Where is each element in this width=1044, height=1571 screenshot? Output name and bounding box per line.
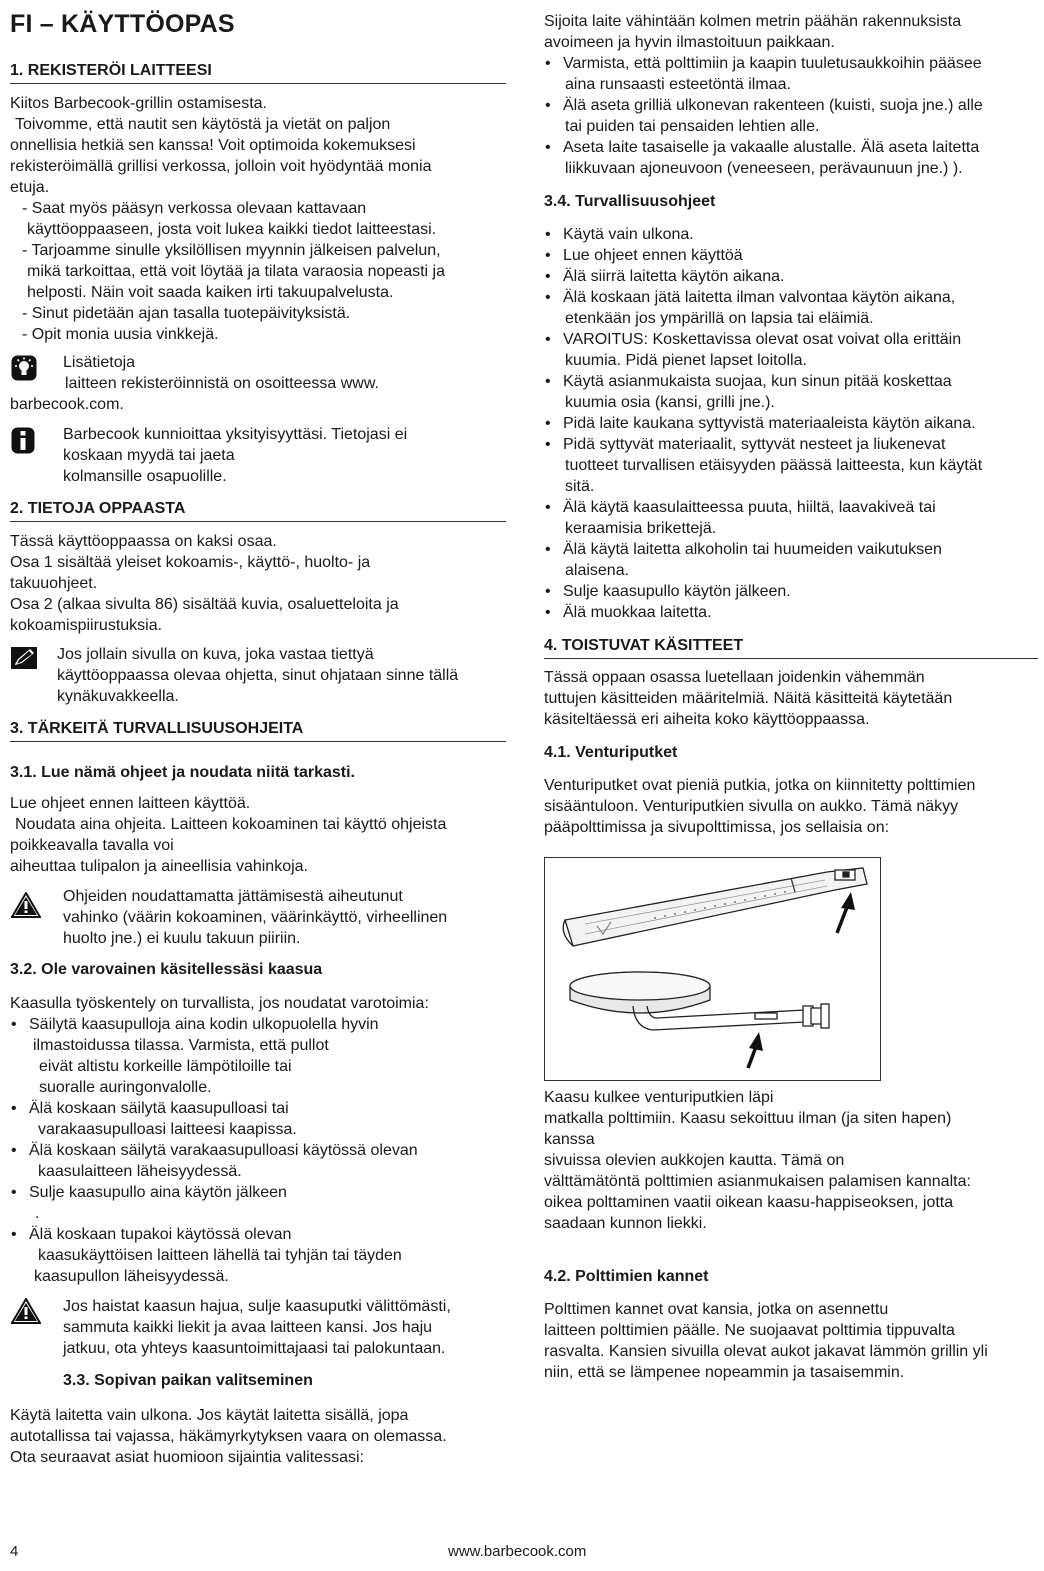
list-item-line: sitä. [565, 478, 595, 495]
section-2-body [10, 531, 506, 636]
section-3-1-heading: 3.1. Lue nämä ohjeet ja noudata niitä tarkasti. [10, 764, 355, 781]
list-item-line: • Älä aseta grilliä ulkonevan rakenteen (kuisti, suoja jne.) alle [563, 97, 983, 114]
list-item [544, 224, 1038, 245]
list-item [544, 245, 1038, 266]
list-item [10, 1182, 506, 1224]
list-item-line: • Käytä asianmukaista suojaa, kun sinun pitää koskettaa [563, 373, 952, 390]
section-3-2-intro: Kaasulla työskentely on turvallista, jos noudatat varotoimia: [10, 995, 429, 1012]
section-4-intro [544, 667, 1038, 730]
warning-line: Jos haistat kaasun hajua, sulje kaasuputki välittömästi, [63, 1298, 451, 1315]
text-line: Kiitos Barbecook-grillin ostamisesta. [10, 95, 267, 112]
text-line: välttämätöntä polttimien asianmukaisen palamisen kannalta: [544, 1173, 971, 1190]
section-2-heading: 2. TIETOJA OPPAASTA [10, 500, 506, 522]
list-item [544, 434, 1038, 497]
warranty-warning-note [10, 886, 506, 949]
text-line: aiheuttaa tulipalon ja aineellisia vahinkoja. [10, 858, 308, 875]
list-item-line: kaasukäyttöisen laitteen lähellä tai tyhjän tai täyden [38, 1247, 402, 1264]
list-item-line: • Älä siirrä laitetta käytön aikana. [563, 268, 785, 285]
section-3-2-heading: 3.2. Ole varovainen käsitellessäsi kaasua [10, 961, 323, 978]
text-line: kokoamispiirustuksia. [10, 617, 163, 634]
safety-instructions-list [544, 224, 1038, 623]
section-3-4-heading: 3.4. Turvallisuusohjeet [544, 193, 716, 210]
text-line: oikea polttaminen vaatii oikean kaasu-happiseoksen, jotta [544, 1194, 954, 1211]
section-4-1-after-figure [544, 1087, 1038, 1234]
list-item [544, 413, 1038, 434]
lightbulb-icon [11, 355, 37, 381]
tip-line: barbecook.com. [10, 396, 124, 413]
gas-safety-list [10, 1014, 506, 1287]
list-item [10, 1140, 506, 1182]
page-title: FI – KÄYTTÖOPAS [10, 10, 235, 38]
list-item [544, 266, 1038, 287]
section-4-1-body [544, 775, 1038, 838]
pencil-note [10, 644, 506, 707]
list-item-line: • Älä koskaan jätä laitetta ilman valvontaa käytön aikana, [563, 289, 956, 306]
list-item-line: kaasulaitteen läheisyydessä. [38, 1163, 242, 1180]
list-item [10, 1014, 506, 1098]
list-item [544, 539, 1038, 581]
list-item-line: • Pidä syttyvät materiaalit, syttyvät nesteet ja liukenevat [563, 436, 946, 453]
list-item-line: • Käytä vain ulkona. [563, 226, 694, 243]
list-item-line: • Älä muokkaa laitetta. [563, 604, 712, 621]
list-item [544, 137, 1038, 179]
text-line: pääpolttimissa ja sivupolttimissa, jos sellaisia on: [544, 819, 890, 836]
text-line: Osa 2 (alkaa sivulta 86) sisältää kuvia, osaluetteloita ja [10, 596, 399, 613]
benefit-line: - Tarjoamme sinulle yksilöllisen myynnin jälkeisen palvelun, [22, 242, 441, 259]
section-3-heading: 3. TÄRKEITÄ TURVALLISUUSOHJEITA [10, 720, 506, 742]
privacy-note [10, 424, 506, 487]
list-item [10, 1224, 506, 1287]
benefit-line: - Sinut pidetään ajan tasalla tuotepäivityksistä. [22, 305, 351, 322]
pencil-note-line: kynäkuvakkeella. [57, 688, 179, 705]
text-line: rasvalta. Kansien sivuilla olevat aukot jakavat lämmön grillin yli [544, 1343, 988, 1360]
arrow-icon [837, 892, 855, 933]
warning-line: Ohjeiden noudattamatta jättämisestä aiheutunut [63, 888, 403, 905]
list-item-line: • Älä käytä kaasulaitteessa puuta, hiiltä, laavakiveä tai [563, 499, 936, 516]
tip-line: laitteen rekisteröinnistä on osoitteessa www. [65, 375, 379, 392]
list-item-line: • VAROITUS: Koskettavissa olevat osat voivat olla erittäin [563, 331, 962, 348]
text-line: Osa 1 sisältää yleiset kokoamis-, käyttö-, huolto- ja [10, 554, 371, 571]
page-number: 4 [10, 1543, 19, 1560]
list-item [544, 581, 1038, 602]
tip-line: Lisätietoja [63, 354, 136, 371]
text-line: takuuohjeet. [10, 575, 98, 592]
list-item-line: • Säilytä kaasupulloja aina kodin ulkopuolella hyvin [29, 1016, 379, 1033]
venturi-tube-figure [544, 857, 881, 1081]
text-line: kanssa [544, 1131, 595, 1148]
list-item [544, 497, 1038, 539]
text-line: Polttimen kannet ovat kansia, jotka on asennettu [544, 1301, 889, 1318]
gas-smell-warning-note [10, 1296, 506, 1359]
text-line: onnellisia hetkiä sen kanssa! Voit optimoida kokemuksesi [10, 137, 416, 154]
text-line: Ota seuraavat asiat huomioon sijaintia valitessasi: [10, 1449, 364, 1466]
list-item-line: alaisena. [565, 562, 630, 579]
list-item [544, 329, 1038, 371]
benefit-line: helposti. Näin voit saada kaiken irti takuupalvelusta. [27, 284, 394, 301]
text-line: autotallissa tai vajassa, häkämyrkytyksen vaara on olemassa. [10, 1428, 447, 1445]
text-line: saadaan kunnon liekki. [544, 1215, 707, 1232]
list-item-line: aina runsaasti esteetöntä ilmaa. [565, 76, 791, 93]
list-item [544, 371, 1038, 413]
benefit-line: käyttöoppaaseen, josta voit lukea kaikki tiedot laitteestasi. [27, 221, 437, 238]
text-line: avoimeen ja hyvin ilmastoituun paikkaan. [544, 34, 835, 51]
section-3-3-heading: 3.3. Sopivan paikan valitseminen [63, 1372, 313, 1389]
warning-icon [11, 1298, 41, 1324]
list-item-line: • Sulje kaasupullo aina käytön jälkeen [29, 1184, 287, 1201]
text-line: tuttujen käsitteiden määritelmiä. Näitä käsitteitä käytetään [544, 690, 953, 707]
list-item-line: • Aseta laite tasaiselle ja vakaalle alustalle. Älä aseta laitetta [563, 139, 980, 156]
list-item-line: • Älä koskaan säilytä kaasupulloasi tai [29, 1100, 289, 1117]
list-item-line: ilmastoidussa tilassa. Varmista, että pullot [33, 1037, 329, 1054]
info-icon [11, 427, 35, 454]
benefit-line: mikä tarkoittaa, että voit löytää ja tilata varaosia nopeasti ja [27, 263, 445, 280]
privacy-line: koskaan myydä tai jaeta [63, 447, 235, 464]
footer-website-link[interactable]: www.barbecook.com [448, 1543, 587, 1560]
list-item-line: • Lue ohjeet ennen käyttöä [563, 247, 743, 264]
list-item-line: • Älä käytä laitetta alkoholin tai huumeiden vaikutuksen [563, 541, 942, 558]
pencil-icon [11, 647, 37, 669]
list-item-line: kuumia. Pidä pienet lapset loitolla. [565, 352, 807, 369]
privacy-line: kolmansille osapuolille. [63, 468, 227, 485]
list-item-line: keraamisia brikettejä. [565, 520, 717, 537]
registration-tip-note [10, 352, 506, 413]
text-line: Käytä laitetta vain ulkona. Jos käytät laitetta sisällä, jopa [10, 1407, 409, 1424]
list-item [544, 95, 1038, 137]
section-3-1-body [10, 793, 506, 877]
section-4-2-body [544, 1299, 1038, 1383]
venturi-tube-illustration [545, 858, 880, 1080]
benefit-line: - Opit monia uusia vinkkejä. [22, 326, 219, 343]
list-item-line: etenkään jos ympärillä on lapsia tai eläimiä. [565, 310, 874, 327]
warning-line: sammuta kaikki liekit ja avaa laitteen kansi. Jos haju [63, 1319, 433, 1336]
warning-line: huolto jne.) ei kuulu takuun piiriin. [63, 930, 301, 947]
benefit-line: - Saat myös pääsyn verkossa olevaan kattavaan [22, 200, 367, 217]
arrow-icon [748, 1032, 763, 1068]
text-line: poikkeavalla tavalla voi [10, 837, 174, 854]
list-item-line: eivät altistu korkeille lämpötiloille tai [39, 1058, 292, 1075]
warning-icon [11, 892, 41, 918]
list-item-line: suoralle auringonvalolle. [39, 1079, 212, 1096]
text-line: matkalla polttimiin. Kaasu sekoittuu ilman (ja siten hapen) [544, 1110, 952, 1127]
privacy-line: Barbecook kunnioittaa yksityisyyttäsi. Tietojasi ei [63, 426, 408, 443]
warning-line: vahinko (väärin kokoaminen, väärinkäyttö, virheellinen [63, 909, 448, 926]
pencil-note-line: käyttöoppaassa olevaa ohjetta, sinut ohjataan sinne tällä [57, 667, 459, 684]
text-line: etuja. [10, 179, 50, 196]
text-line: Sijoita laite vähintään kolmen metrin päähän rakennuksista [544, 13, 962, 30]
list-item-line: . [35, 1205, 40, 1222]
section-3-3-body [10, 1405, 506, 1468]
section-4-2-heading: 4.2. Polttimien kannet [544, 1268, 709, 1285]
text-line: laitteen polttimien päälle. Ne suojaavat polttimia tippuvalta [544, 1322, 955, 1339]
list-item-line: kaasupullon läheisyydessä. [34, 1268, 229, 1285]
section-1-intro [10, 93, 506, 198]
list-item-line: liikkuvaan ajoneuvoon (veneeseen, perävaunuun jne.) ). [565, 160, 963, 177]
list-item-line: tai puiden tai pensaiden lehtien alle. [565, 118, 820, 135]
list-item-line: • Varmista, että polttimiin ja kaapin tuuletusaukkoihin pääsee [563, 55, 982, 72]
text-line: käsiteltäessä eri aiheita koko käyttöoppaassa. [544, 711, 870, 728]
warning-line: jatkuu, ota yhteys kaasuntoimittajaasi tai palokuntaan. [63, 1340, 446, 1357]
list-item-line: varakaasupulloasi laitteesi kaapissa. [38, 1121, 297, 1138]
list-item [544, 602, 1038, 623]
list-item [10, 1098, 506, 1140]
text-line: Lue ohjeet ennen laitteen käyttöä. [10, 795, 251, 812]
list-item [544, 287, 1038, 329]
pencil-note-line: Jos jollain sivulla on kuva, joka vastaa tiettyä [57, 646, 374, 663]
section-1-heading: 1. REKISTERÖI LAITTEESI [10, 62, 506, 84]
list-item-line: • Sulje kaasupullo käytön jälkeen. [563, 583, 791, 600]
section-4-1-heading: 4.1. Venturiputket [544, 744, 678, 761]
text-line: Tässä oppaan osassa luetellaan joidenkin vähemmän [544, 669, 925, 686]
list-item-line: tuotteet turvallisen etäisyyden päässä laitteesta, kun käytät [565, 457, 983, 474]
section-4-heading: 4. TOISTUVAT KÄSITTEET [544, 637, 1038, 659]
text-line: sivuissa olevien aukkojen kautta. Tämä on [544, 1152, 845, 1169]
text-line: niin, että se lämpenee nopeammin ja tasaisemmin. [544, 1364, 905, 1381]
list-item-line: • Pidä laite kaukana syttyvistä materiaaleista käytön aikana. [563, 415, 976, 432]
text-line: Kaasu kulkee venturiputkien läpi [544, 1089, 774, 1106]
text-line: Noudata aina ohjeita. Laitteen kokoaminen tai käyttö ohjeista [15, 816, 447, 833]
text-line: Toivomme, että nautit sen käytöstä ja vietät on paljon [15, 116, 391, 133]
list-item-line: kuumia osia (kansi, grilli jne.). [565, 394, 775, 411]
text-line: Tässä käyttöoppaassa on kaksi osaa. [10, 533, 277, 550]
text-line: Venturiputket ovat pieniä putkia, jotka on kiinnitetty polttimien [544, 777, 976, 794]
text-line: rekisteröimällä grillisi verkossa, jolloin voit hyödyntää monia [10, 158, 432, 175]
list-item [544, 53, 1038, 95]
list-item-line: • Älä koskaan tupakoi käytössä olevan [29, 1226, 292, 1243]
benefits-list [22, 198, 506, 345]
list-item-line: • Älä koskaan säilytä varakaasupulloasi käytössä olevan [29, 1142, 418, 1159]
text-line: sisääntuloon. Venturiputkien sivulla on aukko. Tämä näkyy [544, 798, 959, 815]
location-list [544, 53, 1038, 179]
section-3-3-continued [544, 11, 1038, 53]
